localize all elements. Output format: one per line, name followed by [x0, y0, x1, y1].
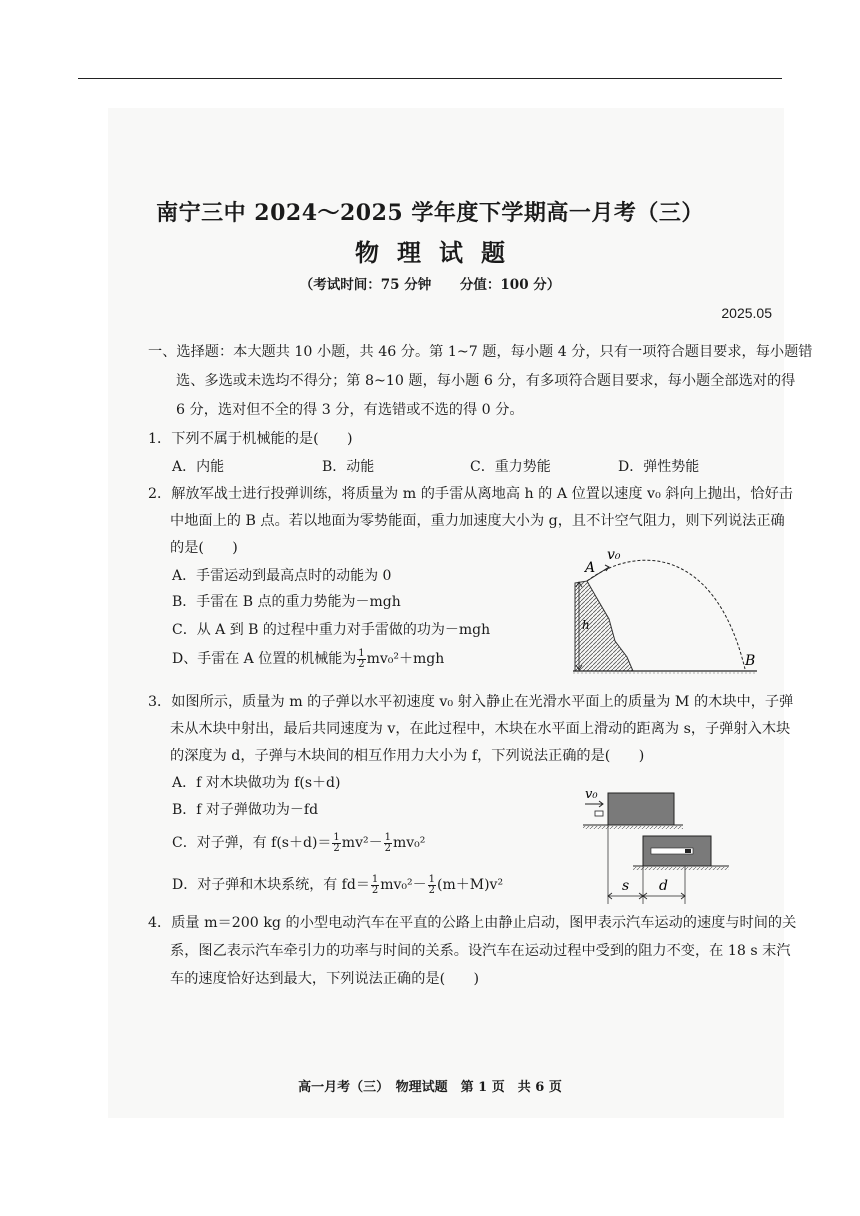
label-a: A: [585, 560, 596, 576]
q2-option-b: B．手雷在 B 点的重力势能为－mgh: [172, 594, 401, 610]
q2-option-a: A．手雷运动到最高点时的动能为 0: [172, 568, 392, 584]
frac-num: 1: [358, 647, 365, 659]
bullet-initial: [595, 811, 603, 816]
q3-option-d-post: (m＋M)v²: [437, 877, 504, 893]
q3-option-c: [172, 832, 425, 854]
exam-score: 分值：100 分）: [459, 277, 561, 293]
q1-option-b: B．动能: [322, 459, 375, 475]
fraction-half: [384, 833, 392, 854]
q1-option-a: A．内能: [172, 459, 225, 475]
q2-trajectory-figure: [565, 545, 765, 675]
q3-line1: 3．如图所示，质量为 m 的子弹以水平初速度 v₀ 射入静止在光滑水平面上的质量为 M 的木块中，子弹: [148, 694, 794, 710]
q2-line1: 2．解放军战士进行投弹训练，将质量为 m 的手雷从离地高 h 的 A 位置以速度 v₀ 斜向上抛出，恰好击: [148, 486, 793, 502]
fraction-half: [332, 833, 340, 854]
exam-time: （考试时间：75 分钟: [299, 277, 432, 293]
q1-stem: 1．下列不属于机械能的是( ): [148, 431, 353, 447]
frac-num: 1: [371, 873, 379, 885]
frac-den: 2: [384, 842, 391, 854]
frac-num: 1: [428, 873, 435, 885]
frac-num: 1: [333, 831, 340, 843]
q1-option-c: C．重力势能: [470, 459, 551, 475]
q2-option-d: [172, 648, 444, 670]
frac-den: 2: [358, 658, 365, 670]
top-rule: [78, 78, 782, 79]
fraction-half: [371, 875, 379, 896]
label-s: s: [622, 878, 630, 894]
section1-line2: 选、多选或未选均不得分；第 8~10 题，每小题 6 分，有多项符合题目要求，每小题全部选对的得: [176, 373, 796, 389]
label-v0: v₀: [607, 547, 621, 563]
frac-den: 2: [333, 842, 340, 854]
q3-option-d: [172, 874, 503, 896]
exam-title: 南宁三中 2024～2025 学年度下学期高一月考（三）: [156, 200, 704, 226]
q3-option-a: A．f 对木块做功为 f(s＋d): [172, 775, 341, 791]
section1-line1: 一、选择题：本大题共 10 小题，共 46 分。第 1~7 题，每小题 4 分，只有一项符合题目要求，每小题错: [148, 344, 813, 360]
label-h: h: [582, 618, 590, 632]
exam-info: [0, 273, 860, 293]
q3-bullet-block-figure: [583, 780, 733, 910]
surface-top-hatch: [583, 826, 683, 829]
label-d: d: [659, 878, 668, 894]
bullet-final: [685, 849, 691, 853]
q3-option-d-mid: mv₀²－: [380, 877, 427, 893]
exam-subject: 物理试题: [355, 238, 523, 267]
q4-line1: 4．质量 m＝200 kg 的小型电动汽车在平直的公路上由静止启动，图甲表示汽车运动的速度与时间的关: [148, 915, 797, 931]
fraction-half: [428, 875, 436, 896]
q3-option-c-mid: mv²－: [341, 835, 383, 851]
frac-den: 2: [428, 884, 435, 896]
q4-line2: 系，图乙表示汽车牵引力的功率与时间的关系。设汽车在运动过程中受到的阻力不变，在 18 s 末汽: [170, 943, 791, 959]
q2-option-d-post: mv₀²＋mgh: [366, 651, 445, 667]
q3-option-d-pre: D．对子弹和木块系统，有 fd＝: [172, 877, 370, 893]
label-b: B: [745, 653, 756, 669]
frac-den: 2: [371, 884, 379, 896]
q2-line3: 的是( ): [170, 540, 238, 556]
q3-option-c-pre: C．对子弹，有 f(s＋d)＝: [172, 835, 332, 851]
q2-line2: 中地面上的 B 点。若以地面为零势能面，重力加速度大小为 g，且不计空气阻力，则下列说法正确: [170, 513, 785, 529]
q3-option-c-post: mv₀²: [392, 835, 426, 851]
q3-line3: 的深度为 d，子弹与木块间的相互作用力大小为 f，下列说法正确的是( ): [170, 748, 645, 764]
q1-option-d: D．弹性势能: [618, 459, 700, 475]
q2-option-c: C．从 A 到 B 的过程中重力对手雷做的功为－mgh: [172, 622, 491, 638]
q3-option-b: B．f 对子弹做功为－fd: [172, 802, 319, 818]
q2-option-d-pre: D、手雷在 A 位置的机械能为: [172, 651, 357, 667]
fraction-half: [357, 649, 365, 670]
q4-line3: 车的速度恰好达到最大，下列说法正确的是( ): [170, 971, 480, 987]
section1-line3: 6 分，选对但不全的得 3 分，有选错或不选的得 0 分。: [176, 402, 524, 418]
frac-num: 1: [384, 831, 391, 843]
label-v0: v₀: [585, 787, 598, 802]
surface-bottom-hatch: [633, 867, 729, 870]
block-initial: [608, 793, 674, 825]
page-footer: 高一月考（三） 物理试题 第 1 页 共 6 页: [298, 1080, 562, 1095]
exam-date: 2025.05: [721, 305, 772, 321]
q3-line2: 未从木块中射出，最后共同速度为 v，在此过程中，木块在水平面上滑动的距离为 s，子弹射入木块: [170, 721, 791, 737]
